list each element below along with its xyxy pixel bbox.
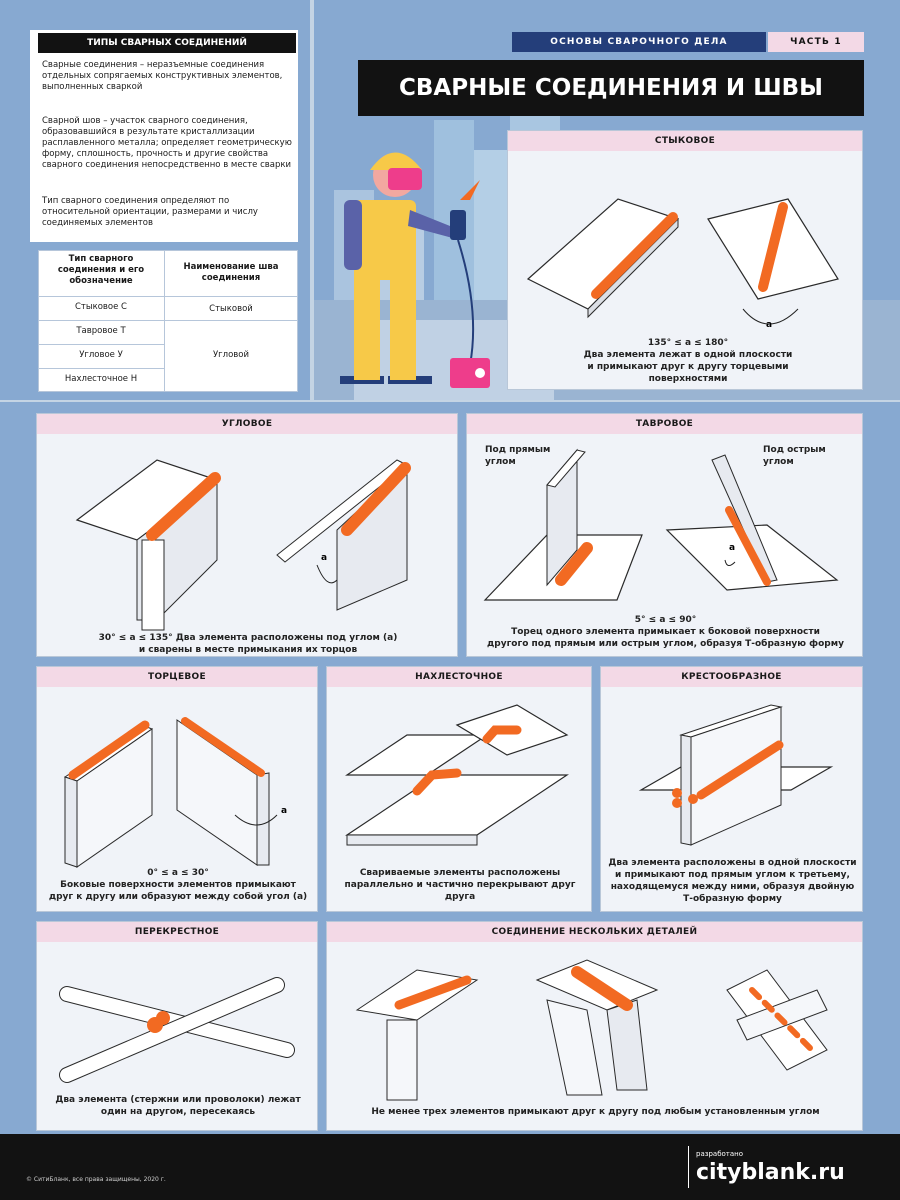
- table-header-type: Тип сварного соединения и его обозначение: [57, 254, 145, 286]
- intro-paragraph-2: Сварной шов – участок сварного соединения, образовавшийся в результате кристаллизации расплавленного металла; определяет геометрическую форму, сплошность, прочность и другие свойства сварного соединения непосредственно в месте сварки: [42, 116, 292, 170]
- panel-lap-caption: Свариваемые элементы расположены параллельно и частично перекрывают друг друга: [344, 868, 576, 902]
- panel-lap-title: НАХЛЕСТОЧНОЕ: [327, 667, 591, 687]
- tee-angle-label: a: [729, 543, 736, 553]
- corner-joint-drawing: [37, 440, 458, 640]
- panel-crossing: [36, 921, 318, 1131]
- panel-tee-title: ТАВРОВОЕ: [467, 414, 862, 434]
- panel-edge: [36, 666, 318, 912]
- header-part: ЧАСТЬ 1: [768, 32, 864, 52]
- cross-joint-drawing: [601, 695, 863, 875]
- corner-angle-label: a: [321, 553, 328, 563]
- table-seam-fillet: Угловой: [212, 350, 249, 360]
- panel-cross-title: КРЕСТООБРАЗНОЕ: [601, 667, 862, 687]
- edge-joint-drawing: [37, 695, 318, 885]
- footer-developed-label: разработано: [696, 1150, 744, 1158]
- panel-butt-title: СТЫКОВОЕ: [508, 131, 862, 151]
- panel-tee-caption: 5° ≤ a ≤ 90° Торец одного элемента примыкает к боковой поверхности другого под прямым или острым углом, образуя Т-образную форму: [487, 615, 844, 649]
- table-divider-h2: [38, 320, 164, 321]
- lap-joint-drawing: [327, 695, 592, 875]
- butt-angle-label: a: [766, 320, 773, 330]
- panel-multi-caption: Не менее трех элементов примыкают друг к другу под любым установленным углом: [371, 1107, 820, 1117]
- table-row-tee: Тавровое Т: [76, 326, 126, 336]
- panel-crossing-caption: Два элемента (стержни или проволоки) лежат один на другом, пересекаясь: [55, 1095, 301, 1117]
- tee-label-acute-angle: Под острым углом: [763, 445, 826, 467]
- table-divider-h4: [38, 344, 164, 345]
- panel-butt-caption: 135° ≤ a ≤ 180° Два элемента лежат в одной плоскости и примыкают друг к другу торцевыми поверхностями: [583, 338, 793, 384]
- panel-corner: [36, 413, 458, 657]
- panel-edge-caption: 0° ≤ a ≤ 30° Боковые поверхности элементов примыкают друг к другу или образуют между собой угол (a): [48, 868, 308, 902]
- page-title: СВАРНЫЕ СОЕДИНЕНИЯ И ШВЫ: [358, 60, 864, 116]
- welder-illustration: [320, 140, 500, 390]
- table-header-seam: Наименование шва соединения: [183, 262, 279, 283]
- panel-corner-title: УГЛОВОЕ: [37, 414, 457, 434]
- table-seam-butt: Стыковой: [209, 304, 253, 314]
- panel-cross-caption: Два элемента расположены в одной плоскости и примыкают под прямым углом к третьему, находящемуся между ними, образуя двойную Т-образную форму: [608, 858, 857, 904]
- tee-label-right-angle: Под прямым углом: [485, 445, 551, 467]
- header-subtitle: ОСНОВЫ СВАРОЧНОГО ДЕЛА: [512, 32, 766, 52]
- intro-paragraph-1: Сварные соединения – неразъемные соединения отдельных сопрягаемых конструктивных элементов, выполненных сваркой: [42, 60, 283, 92]
- table-row-lap: Нахлесточное Н: [64, 374, 138, 384]
- multi-joint-drawing: [327, 950, 863, 1100]
- crossing-joint-drawing: [37, 950, 318, 1100]
- panel-multi-title: СОЕДИНЕНИЕ НЕСКОЛЬКИХ ДЕТАЛЕЙ: [327, 922, 862, 942]
- intro-title: ТИПЫ СВАРНЫХ СОЕДИНЕНИЙ: [38, 33, 296, 53]
- panel-edge-title: ТОРЦЕВОЕ: [37, 667, 317, 687]
- tee-joint-drawing: [467, 440, 863, 640]
- table-divider-h5: [38, 368, 164, 369]
- footer-divider: [688, 1146, 689, 1188]
- panel-tee: [466, 413, 863, 657]
- footer-brand-link[interactable]: cityblank.ru: [696, 1160, 845, 1185]
- panel-multi: [326, 921, 863, 1131]
- butt-joint-drawing: [508, 159, 863, 359]
- panel-corner-caption: 30° ≤ a ≤ 135° Два элемента расположены под углом (a) и сварены в месте примыкания их торцов: [98, 633, 398, 655]
- panel-butt: [507, 130, 863, 390]
- footer-copyright: © СитиБланк, все права защищены, 2020 г.: [26, 1176, 166, 1183]
- panel-crossing-title: ПЕРЕКРЕСТНОЕ: [37, 922, 317, 942]
- table-row-corner: Угловое У: [79, 350, 123, 360]
- table-divider-h1: [38, 296, 298, 297]
- table-divider-h3: [164, 320, 298, 321]
- intro-paragraph-3: Тип сварного соединения определяют по относительной ориентации, размерами и числу соединяемых элементов: [42, 196, 258, 228]
- edge-angle-label: a: [281, 806, 288, 816]
- table-row-butt: Стыковое С: [74, 302, 127, 312]
- panel-lap: [326, 666, 592, 912]
- table-divider-v: [164, 250, 165, 392]
- panel-cross: [600, 666, 863, 912]
